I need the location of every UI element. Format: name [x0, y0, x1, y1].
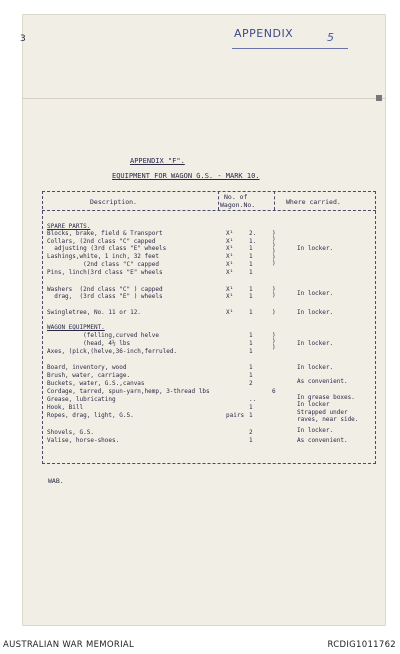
table-row-desc: Ropes, drag, light, G.S.: [47, 412, 134, 419]
brace-group: ) ): [272, 286, 276, 299]
table-row-qty: 1: [249, 404, 253, 411]
fold-line: [22, 98, 386, 99]
document-title: APPENDIX "F".: [130, 157, 185, 165]
column-divider-1: [218, 191, 219, 210]
table-row-mark: X¹: [226, 309, 234, 316]
table-row-qty: 1.: [249, 238, 257, 245]
table-row-desc: Lashings,white, 1 inch, 32 feet: [47, 253, 159, 260]
table-row-qty: 1: [249, 245, 253, 252]
table-row-qty: 1: [249, 372, 253, 379]
section-spare-parts: SPARE PARTS.: [47, 223, 91, 230]
brace-group: ): [272, 309, 276, 316]
table-row-qty: 1: [249, 348, 253, 355]
table-row-desc: Axes, (pick,(helve,36-inch,ferruled.: [47, 348, 178, 355]
table-row-desc: Blocks, brake, field & Transport: [47, 230, 163, 237]
table-row-desc: (2nd class "C" capped: [47, 261, 159, 268]
table-row-mark: X¹: [226, 238, 234, 245]
table-row-qty: 2.: [249, 230, 257, 237]
stamp-underline: [232, 48, 348, 49]
where-carried: In locker.: [297, 290, 334, 297]
table-row-desc: adjusting (3rd class "E" wheels: [47, 245, 167, 252]
credit-institution: AUSTRALIAN WAR MEMORIAL: [3, 640, 135, 650]
table-row-mark: X¹: [226, 261, 234, 268]
table-row-desc: Valise, horse-shoes.: [47, 437, 120, 444]
table-row-qty: 1: [249, 309, 253, 316]
table-row-qty: 1: [249, 253, 253, 260]
column-header-description: Description.: [90, 198, 137, 206]
table-row-desc: Swingletree, No. 11 or 12.: [47, 309, 141, 316]
where-carried: In locker.: [297, 364, 334, 371]
where-carried: In locker.: [297, 309, 334, 316]
table-row-desc: Cordage, tarred, spun-yarn,hemp, 3-thread lbs: [47, 388, 210, 395]
table-row-qty: 1: [249, 437, 253, 444]
table-row-qty: 1: [249, 364, 253, 371]
where-carried: In grease boxes.: [297, 394, 355, 401]
where-carried: As convenient.: [297, 437, 348, 444]
table-row-desc: Washers (2nd class "C" ) capped: [47, 286, 163, 293]
column-header-no-line2: Wagon.No.: [220, 201, 256, 209]
where-carried: Strapped under: [297, 409, 348, 416]
where-carried: In locker: [297, 401, 330, 408]
brace-group: ) ) ): [272, 332, 276, 351]
table-row-desc: Grease, lubricating: [47, 396, 116, 403]
table-row-qty: 1: [249, 293, 253, 300]
table-row-desc: Pins, linch(3rd class "E" wheels: [47, 269, 163, 276]
table-row-desc: (felling,curved helve: [47, 332, 159, 339]
table-row-desc: Board, inventory, wood: [47, 364, 127, 371]
table-row-qty: 1: [249, 261, 253, 268]
fold-mark: [376, 95, 382, 101]
credit-record-id: RCDIG1011762: [327, 640, 396, 650]
table-row-desc: Brush, water, carriage.: [47, 372, 131, 379]
table-row-desc: Hook, Bill: [47, 404, 84, 411]
table-row-desc: Collars, (2nd class "C" capped: [47, 238, 156, 245]
table-row-qty: 1: [249, 269, 253, 276]
table-row-qty: 2: [249, 380, 253, 387]
where-carried: raves, near side.: [297, 416, 359, 423]
table-row-qty: 6: [272, 388, 276, 395]
column-header-no-line1: No. of: [224, 193, 248, 201]
table-row-mark: X¹: [226, 286, 234, 293]
section-wagon-equipment: WAGON EQUIPMENT.: [47, 324, 105, 331]
table-row-mark: X¹: [226, 230, 234, 237]
document-subtitle: EQUIPMENT FOR WAGON G.S. - MARK 10.: [112, 172, 260, 180]
table-row-mark: pairs: [226, 412, 245, 419]
table-row-qty: 1: [249, 340, 253, 347]
table-row-desc: Buckets, water, G.S.,canvas: [47, 380, 145, 387]
appendix-stamp: APPENDIX: [234, 27, 294, 40]
where-carried: As convenient.: [297, 378, 348, 385]
table-row-desc: drag, (3rd class "E" ) wheels: [47, 293, 163, 300]
where-carried: In locker.: [297, 340, 334, 347]
table-row-mark: X¹: [226, 293, 234, 300]
table-row-desc: (head, 4½ lbs: [47, 340, 131, 347]
table-row-mark: X¹: [226, 245, 234, 252]
column-header-where: Where carried.: [286, 198, 341, 206]
page-mark: 3: [20, 34, 26, 44]
table-row-mark: X¹: [226, 253, 234, 260]
table-row-mark: X¹: [226, 269, 234, 276]
brace-group: ) ) ) ) ) ): [272, 230, 276, 267]
initials-footer: WAB.: [48, 477, 64, 485]
appendix-stamp-number: 5: [327, 31, 334, 44]
table-row-qty: 1: [249, 286, 253, 293]
table-row-qty: 1: [249, 412, 253, 419]
table-row-desc: Shovels, G.S.: [47, 429, 94, 436]
table-row-qty: 2: [249, 429, 253, 436]
where-carried: In locker.: [297, 245, 334, 252]
table-row-qty: ..: [249, 396, 257, 403]
where-carried: In locker.: [297, 427, 334, 434]
column-divider-2: [274, 191, 275, 210]
table-row-qty: 1: [249, 332, 253, 339]
